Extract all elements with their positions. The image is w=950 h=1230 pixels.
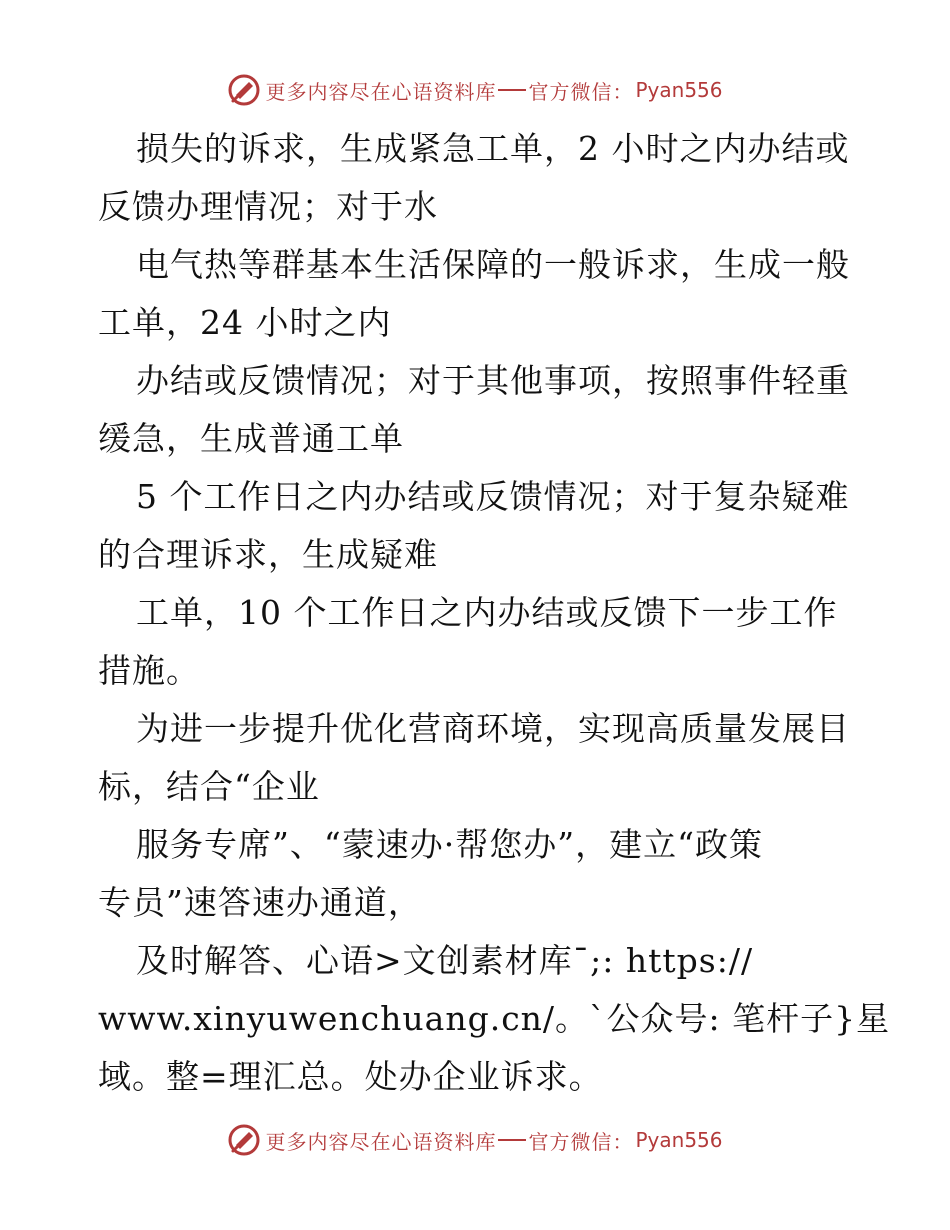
- body-line: www.xinyuwenchuang.cn/。`公众号: 笔杆子}星: [98, 999, 891, 1038]
- body-line: 的合理诉求，生成疑难: [98, 535, 438, 574]
- body-line: 及时解答、心语>文创素材库¯;: https://: [136, 941, 754, 980]
- header-watermark: [0, 70, 950, 110]
- footer-watermark: [0, 1120, 950, 1160]
- body-line: 5 个工作日之内办结或反馈情况；对于复杂疑难: [136, 477, 850, 516]
- body-line: 办结或反馈情况；对于其他事项，按照事件轻重: [136, 361, 850, 400]
- header-dash: [498, 89, 526, 91]
- body-line: 损失的诉求，生成紧急工单，2 小时之内办结或: [136, 129, 850, 168]
- logo-icon: [227, 1123, 261, 1157]
- body-line: 为进一步提升优化营商环境，实现高质量发展目: [136, 709, 850, 748]
- footer-official-label: 官方微信：: [528, 1129, 634, 1154]
- header-handle: Pyan556: [635, 78, 723, 102]
- body-line: 服务专席”、“蒙速办·帮您办”，建立“政策: [136, 825, 763, 864]
- footer-dash: [498, 1139, 526, 1141]
- body-line: 反馈办理情况；对于水: [98, 187, 438, 226]
- body-line: 域。整=理汇总。处办企业诉求。: [98, 1057, 603, 1096]
- body-line: 缓急，生成普通工单: [98, 419, 404, 458]
- footer-handle: Pyan556: [635, 1128, 723, 1152]
- body-line: 工单，10 个工作日之内办结或反馈下一步工作: [136, 593, 838, 632]
- body-paragraph: [98, 120, 891, 1106]
- body-line: 措施。: [98, 651, 200, 690]
- header-official-label: 官方微信：: [528, 79, 634, 104]
- document-body: [98, 120, 891, 1106]
- logo-icon: [227, 73, 261, 107]
- body-line: 标，结合“企业: [98, 767, 320, 806]
- body-line: 电气热等群基本生活保障的一般诉求，生成一般: [136, 245, 850, 284]
- footer-brand-text: 更多内容尽在心语资料库: [265, 1129, 497, 1154]
- header-brand-text: 更多内容尽在心语资料库: [265, 79, 497, 104]
- body-line: 专员”速答速办通道，: [98, 883, 422, 922]
- body-line: 工单，24 小时之内: [98, 303, 392, 342]
